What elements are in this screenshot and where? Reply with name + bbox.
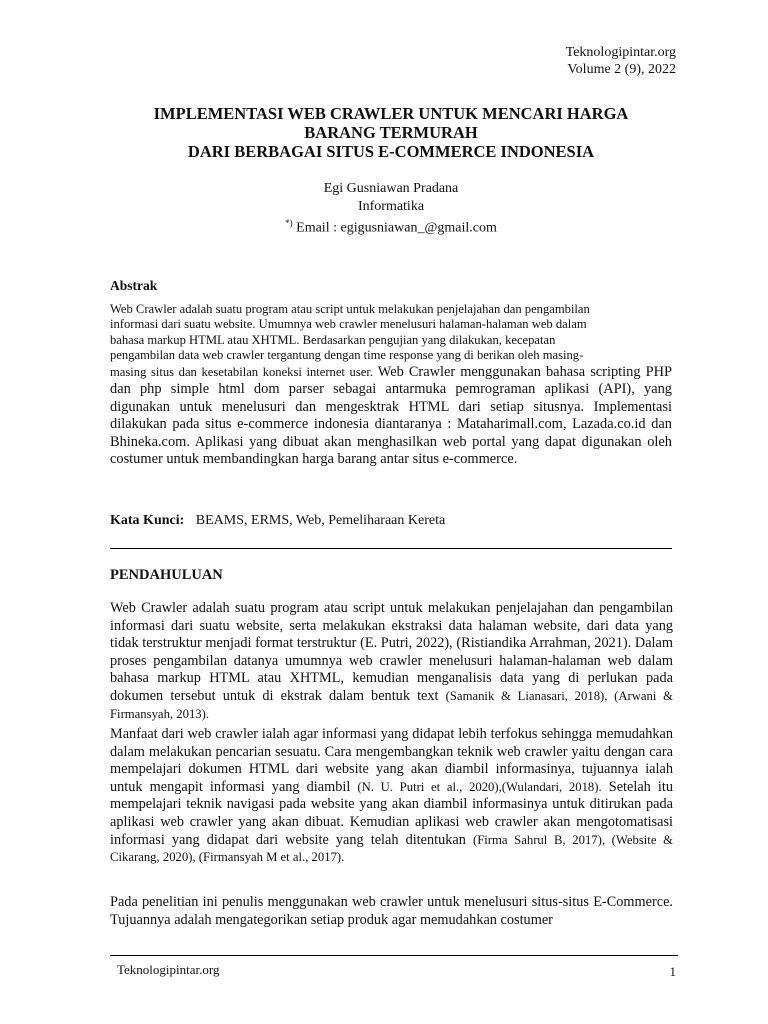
title-line-3: DARI BERBAGAI SITUS E-COMMERCE INDONESIA (187, 142, 595, 161)
journal-name: Teknologipintar.org (565, 45, 676, 60)
footer-divider (110, 955, 678, 956)
abstract-line: pengambilan data web crawler tergantung dengan time response yang di berikan oleh masing- (110, 348, 584, 363)
footer-journal-name: Teknologipintar.org (117, 962, 220, 977)
paragraph-text: Web Crawler adalah suatu program atau script untuk melakukan penjelajahan dan pengambilan informasi dari suatu website, serta melakukan ekstraksi data halaman website, dari data yang tidak terstruktur menjadi format terstruktur (E. Putri, 2022), (Ristiandika Arrahman, 2021). Dalam proses pengambilan datanya umumnya web crawler menelusuri halaman-halaman web dalam bahasa markup HTML atau XHTML, kemudian menganalisis data yang di perlukan pada dokumen tersebut untuk di ekstrak dalam bentuk text (110, 600, 673, 704)
email-marker: *) (285, 218, 293, 228)
abstract-line: masing situs dan kesetabilan koneksi internet user. (110, 364, 373, 379)
abstract-large-block (110, 364, 672, 469)
abstract-line: informasi dari suatu website. Umumnya web crawler menelusuri halaman-halaman web dalam (110, 317, 587, 332)
abstract-small-block (110, 302, 672, 364)
citation: (N. U. Putri et al., 2020),(Wulandari, 2018). (357, 779, 602, 794)
abstract-line: Web Crawler adalah suatu program atau script untuk melakukan penjelajahan dan pengambilan (110, 302, 590, 316)
author-affiliation: Informatika (357, 198, 425, 214)
abstract-large-text: Web Crawler menggunakan bahasa scripting PHP dan php simple html dom parser sebagai antarmuka pemrograman aplikasi (API), yang digunakan untuk menelusuri dan mengesktrak HTML dari setiap situsnya. Implementasi dilakukan pada situs e-commerce indonesia diantaranya : Mataharimall.com, Lazada.co.id dan Bhineka.com. Aplikasi yang dibuat akan menghasilkan web portal yang dapat digunakan oleh costumer untuk membandingkan harga barang antar situs e-commerce. (110, 363, 672, 468)
paper-title (110, 104, 672, 161)
title-line-1: IMPLEMENTASI WEB CRAWLER UNTUK MENCARI HARGA (153, 104, 629, 123)
section-heading: PENDAHULUAN (110, 567, 223, 583)
title-line-2: BARANG TERMURAH (304, 123, 478, 142)
section-divider (110, 548, 672, 549)
intro-paragraph-1 (110, 600, 673, 723)
intro-paragraph-2 (110, 726, 673, 867)
keywords-value: BEAMS, ERMS, Web, Pemeliharaan Kereta (195, 513, 446, 528)
author-name: Egi Gusniawan Pradana (323, 181, 459, 196)
author-email: Email : egigusniawan_@gmail.com (296, 220, 497, 236)
journal-volume: Volume 2 (9), 2022 (567, 62, 676, 77)
abstract-heading: Abstrak (110, 278, 158, 293)
abstract-body (110, 302, 672, 469)
intro-paragraph-3: Pada penelitian ini penulis menggunakan web crawler untuk menelusuri situs-situs E-Commerce. Tujuannya adalah mengategorikan setiap produk agar memudahkan costumer (110, 894, 673, 928)
paragraph-text: Setelah itu mempelajari teknik navigasi pada website yang akan diambil informasinya untuk ditirukan pada aplikasi web crawler yang akan dibuat. Kemudian aplikasi web crawler akan mengotomatisasi informasi yang didapat dari website yang telah ditentukan (110, 778, 674, 848)
journal-header (566, 44, 676, 78)
citation: (Samanik & Lianasari, 2018), (Arwani & Firmansyah, 2013). (110, 688, 673, 721)
page-number: 1 (669, 964, 676, 979)
author-email-line (110, 215, 672, 237)
citation: (Firma Sahrul B, 2017), (Website & Cikarang, 2020), (Firmansyah M et al., 2017). (110, 832, 673, 865)
author-block (110, 180, 672, 237)
abstract-line: bahasa markup HTML atau XHTML. Berdasarkan pengujian yang dilakukan, kecepatan (110, 332, 556, 347)
paragraph-text: Manfaat dari web crawler ialah agar informasi yang didapat lebih terfokus sehingga memudahkan dalam melakukan pencarian sesuatu. Cara mengembangkan teknik web crawler yaitu dengan cara mempelajari dokumen HTML dari website yang akan diambil informasinya, tujuannya ialah untuk mengapit informasi yang diambil (110, 726, 673, 795)
keywords-label: Kata Kunci: (110, 513, 185, 528)
keywords (110, 513, 445, 529)
